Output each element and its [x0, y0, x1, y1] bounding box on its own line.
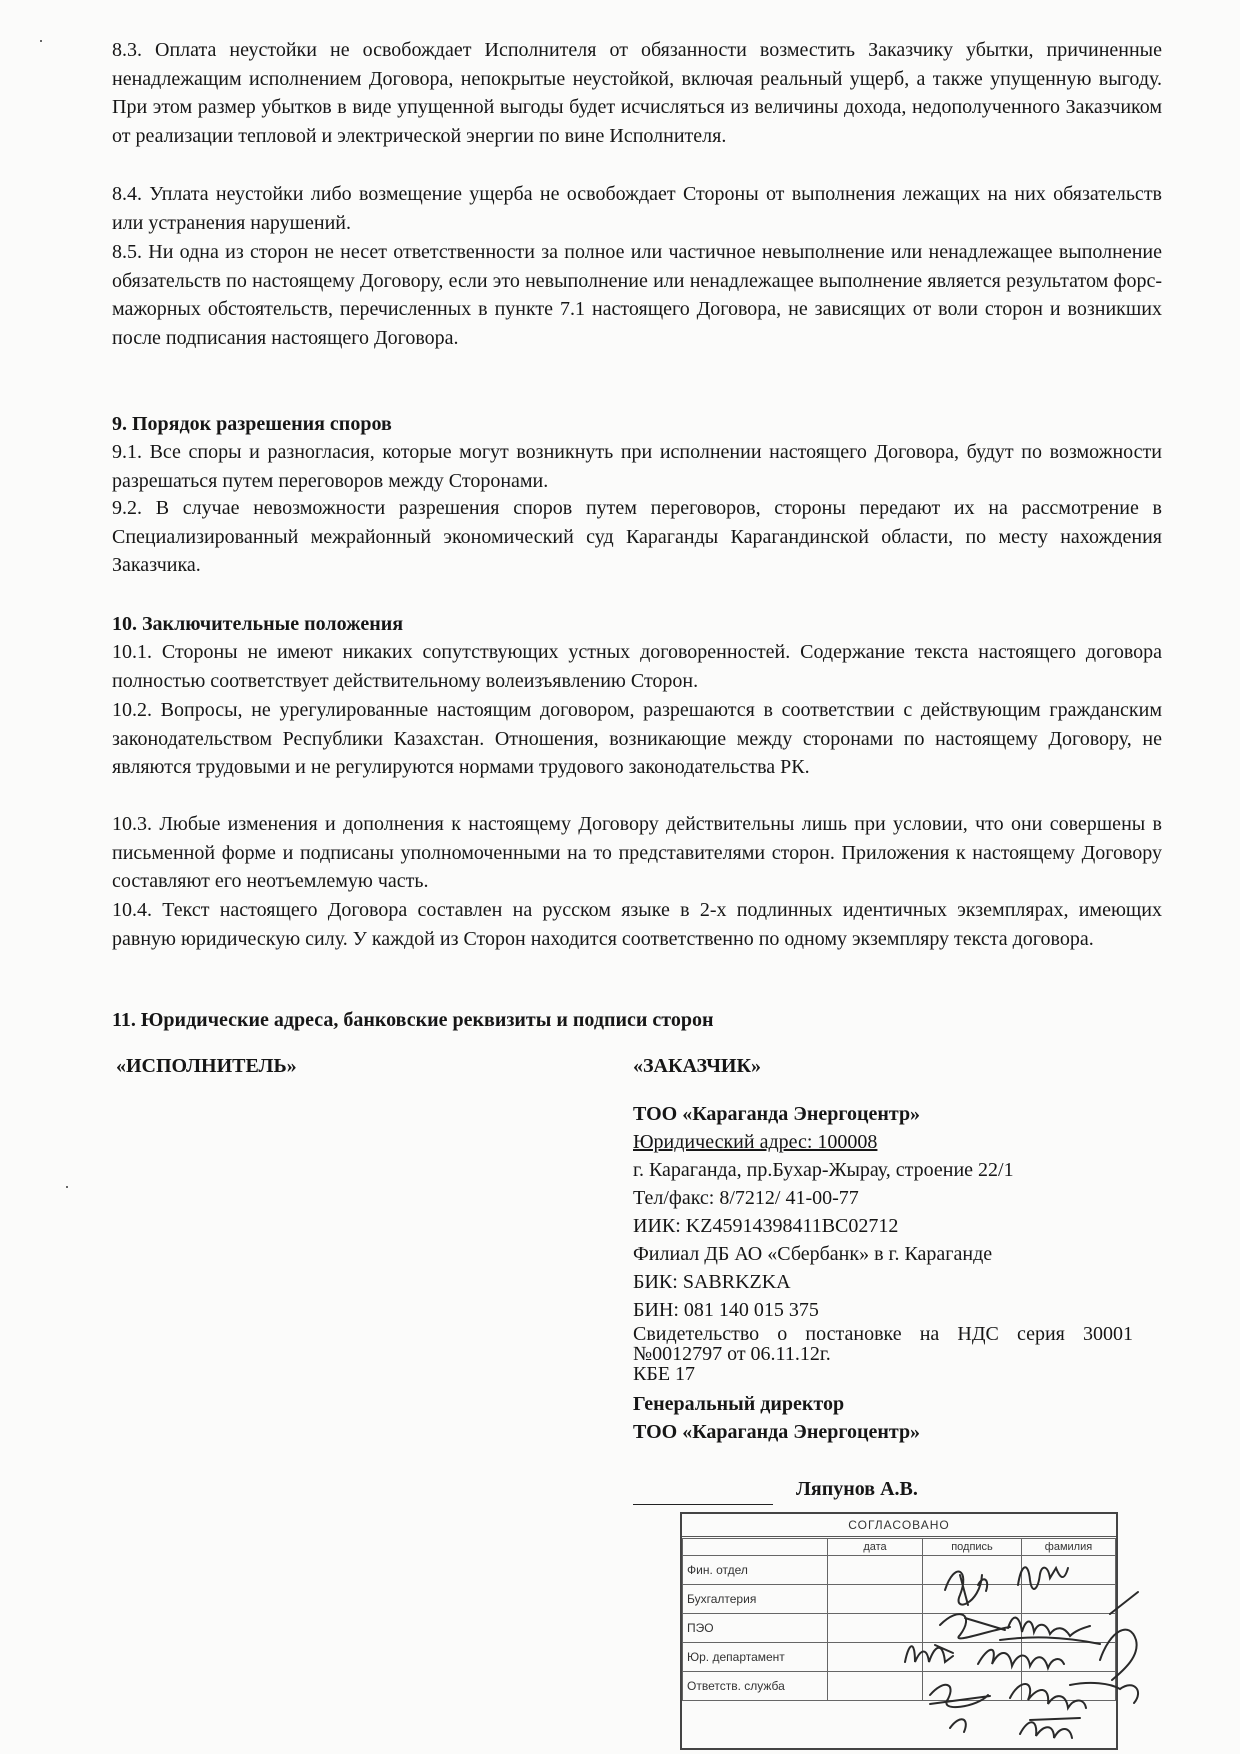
approval-row [683, 1643, 1116, 1672]
approval-col-dept [683, 1539, 828, 1556]
approval-dept: Бухгалтерия [683, 1585, 828, 1614]
approval-row [683, 1556, 1116, 1585]
clause-10-2: 10.2. Вопросы, не урегулированные настоящим договором, разрешаются в соответствии с действующим гражданским законодательством Республики Казахстан. Отношения, возникающие между сторонами по настоящему Договору, не являются трудовыми и не регулируются нормами трудового законодательства РК. [112, 699, 1162, 779]
vat-certificate: Свидетельство о постановке на НДС серия 30001 №0012797 от 06.11.12г. [633, 1323, 1133, 1365]
customer-requisites [633, 1100, 1133, 1446]
section-11-heading: 11. Юридические адреса, банковские реквизиты и подписи сторон [112, 1009, 714, 1031]
scan-speck [40, 40, 42, 42]
customer-company: ТОО «Караганда Энергоцентр» [633, 1103, 921, 1125]
customer-label: «ЗАКАЗЧИК» [633, 1055, 761, 1077]
clause-10-3: 10.3. Любые изменения и дополнения к настоящему Договору действительны лишь при условии, что они совершены в письменной форме и подписаны уполномоченными на то представителями сторон. Приложения к настоящему Договору составляют его неотъемлемую часть. [112, 813, 1162, 893]
clause-10-4: 10.4. Текст настоящего Договора составлен на русском языке в 2-х подлинных идентичных экземплярах, имеющих равную юридическую силу. У каждой из Сторон находится соответственно по одному экземпляру текста договора. [112, 899, 1162, 950]
director-title: Генеральный директор [633, 1393, 845, 1415]
bin-number: БИН: 081 140 015 375 [633, 1299, 819, 1321]
approval-row [683, 1614, 1116, 1643]
clause-8-3: 8.3. Оплата неустойки не освобождает Исполнителя от обязанности возместить Заказчику убытки, причиненные ненадлежащим исполнением Договора, непокрытые неустойкой, включая реальный ущерб, а также упущенную выгоду. При этом размер убытков в виде упущенной выгоды будет исчисляться из величины дохода, недополученного Заказчиком от реализации тепловой и электрической энергии по вине Исполнителя. [112, 39, 1162, 147]
street-address: г. Караганда, пр.Бухар-Жырау, строение 22/1 [633, 1159, 1014, 1181]
section-10-heading: 10. Заключительные положения [112, 613, 404, 635]
director-company: ТОО «Караганда Энергоцентр» [633, 1421, 921, 1443]
legal-address: Юридический адрес: 100008 [633, 1131, 878, 1153]
stamp-title: СОГЛАСОВАНО [682, 1514, 1116, 1537]
phone-fax: Тел/факс: 8/7212/ 41-00-77 [633, 1187, 859, 1209]
signatory-name: Ляпунов А.В. [796, 1478, 918, 1500]
approval-row [683, 1672, 1116, 1701]
approval-header-row [683, 1539, 1116, 1556]
clause-8-4: 8.4. Уплата неустойки либо возмещение ущерба не освобождает Стороны от выполнения лежащих на них обязательств или устранения нарушений. [112, 183, 1162, 234]
clause-9-2: 9.2. В случае невозможности разрешения споров путем переговоров, стороны передают их на рассмотрение в Специализированный межрайонный экономический суд Караганды Карагандинской области, по месту нахождения Заказчика. [112, 497, 1162, 577]
approval-stamp [680, 1512, 1118, 1750]
approval-col-signature: подпись [923, 1539, 1022, 1556]
approval-table [682, 1538, 1116, 1701]
approval-col-date: дата [828, 1539, 923, 1556]
executor-label: «ИСПОЛНИТЕЛЬ» [116, 1055, 297, 1077]
clause-10-1: 10.1. Стороны не имеют никаких сопутствующих устных договоренностей. Содержание текста настоящего договора полностью соответствует действительному волеизъявлению Сторон. [112, 641, 1162, 692]
section-9-heading: 9. Порядок разрешения споров [112, 413, 392, 435]
signature-line [633, 1482, 773, 1505]
approval-dept: ПЭО [683, 1614, 828, 1643]
clause-8-5: 8.5. Ни одна из сторон не несет ответственности за полное или частичное невыполнение или ненадлежащее выполнение обязательств по настоящему Договору, если это невыполнение или ненадлежащее выполнение является результатом форс-мажорных обстоятельств, перечисленных в пункте 7.1 настоящего Договора, не зависящих от воли сторон и возникших после подписания настоящего Договора. [112, 241, 1162, 349]
approval-dept: Юр. департамент [683, 1643, 828, 1672]
scan-speck [66, 1186, 68, 1188]
approval-dept: Ответств. служба [683, 1672, 828, 1701]
iik-account: ИИК: KZ45914398411BC02712 [633, 1215, 899, 1237]
approval-row [683, 1585, 1116, 1614]
bank-name: Филиал ДБ АО «Сбербанк» в г. Караганде [633, 1243, 993, 1265]
approval-dept: Фин. отдел [683, 1556, 828, 1585]
approval-col-surname: фамилия [1022, 1539, 1116, 1556]
kbe-code: КБЕ 17 [633, 1363, 696, 1385]
bik-code: БИК: SABRKZKA [633, 1271, 791, 1293]
clause-9-1: 9.1. Все споры и разногласия, которые могут возникнуть при исполнении настоящего Договора, будут по возможности разрешаться путем переговоров между Сторонами. [112, 441, 1162, 492]
